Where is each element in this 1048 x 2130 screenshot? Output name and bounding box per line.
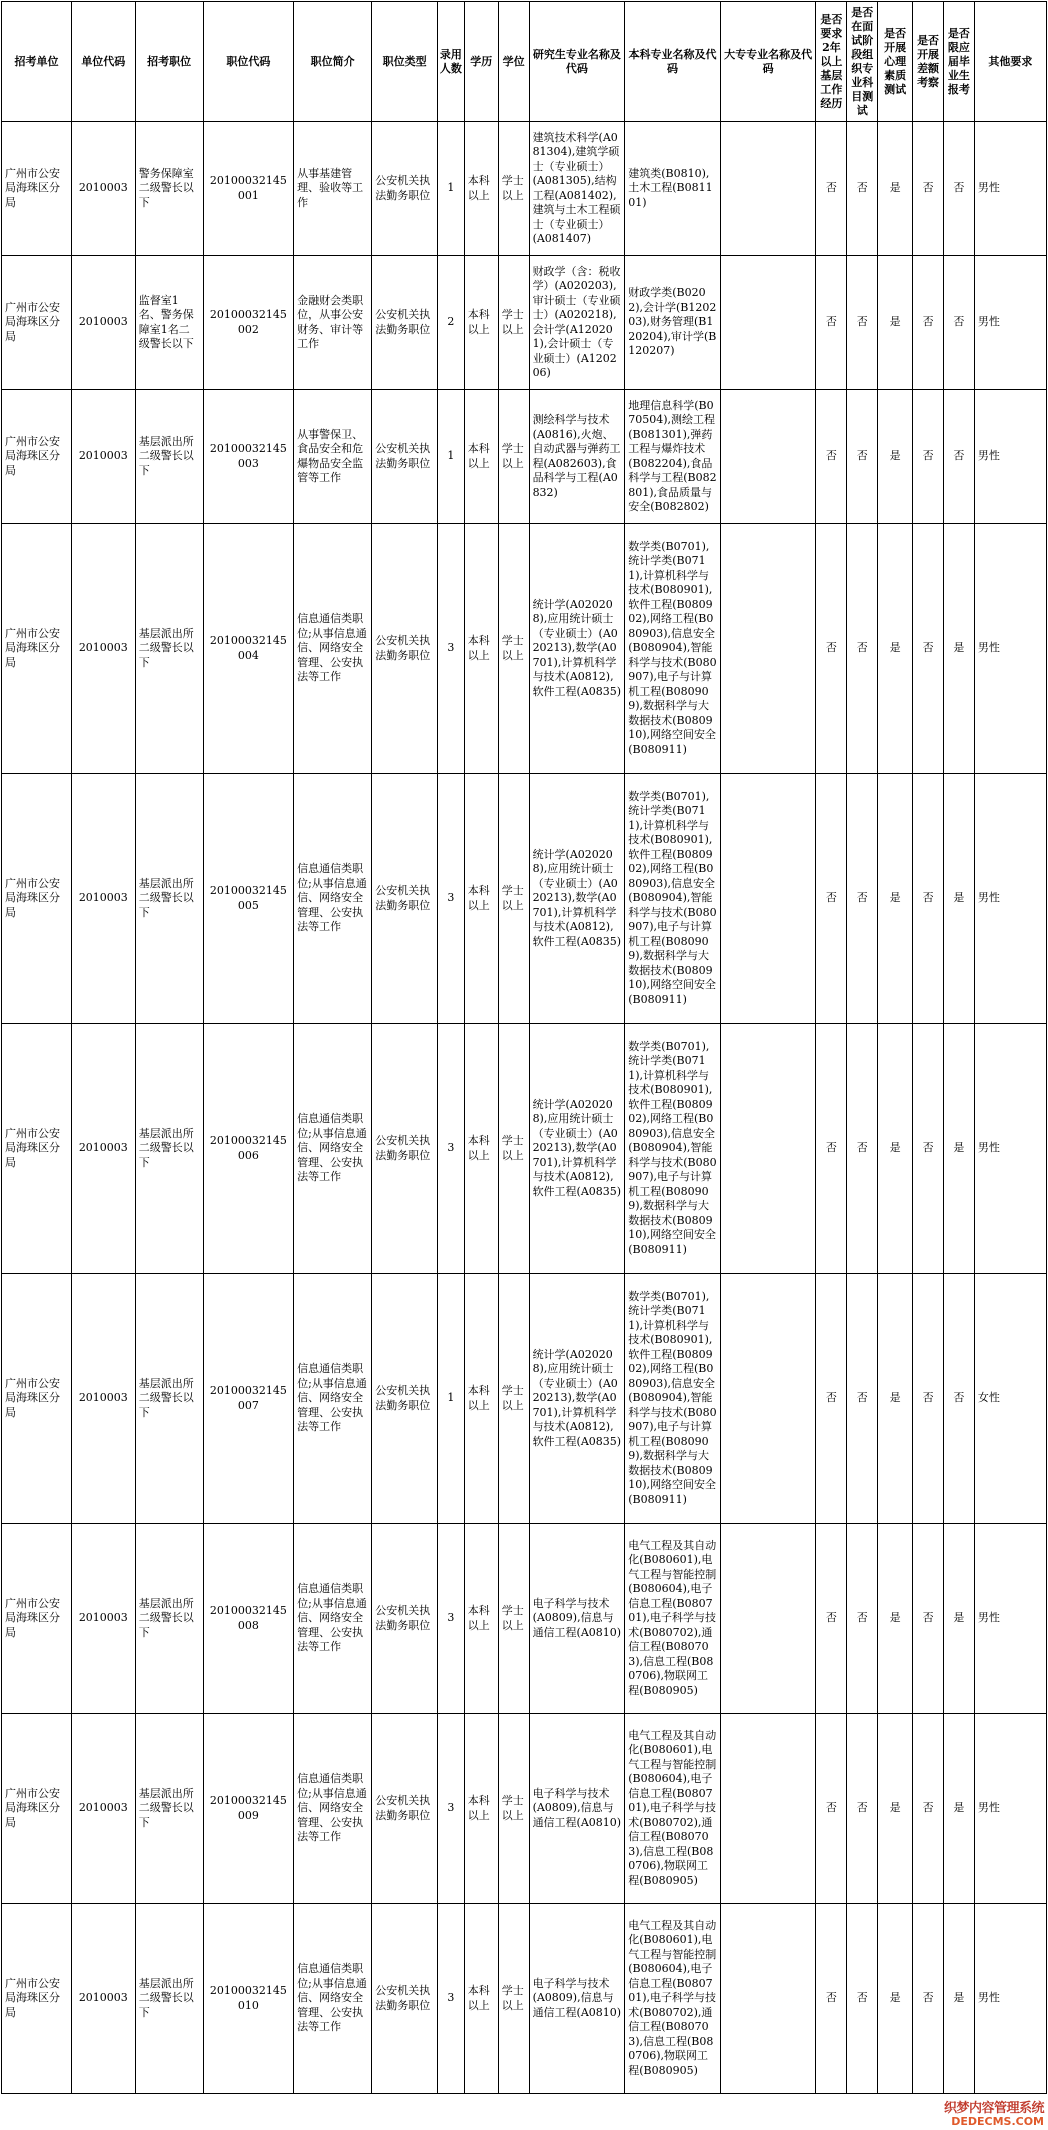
cell-other: 男性 [974, 256, 1046, 390]
cell-prof-test: 否 [847, 122, 878, 256]
cell-degree: 学士以上 [498, 1524, 529, 1714]
cell-college-major [720, 524, 816, 774]
cell-degree: 学士以上 [498, 774, 529, 1024]
cell-other: 男性 [974, 122, 1046, 256]
cell-fresh-grad: 是 [943, 1024, 974, 1274]
cell-grassroots: 否 [816, 1524, 847, 1714]
cell-type: 公安机关执法勤务职位 [372, 256, 438, 390]
cell-unit-code: 2010003 [71, 774, 135, 1024]
cell-position-code: 20100032145005 [203, 774, 294, 1024]
cell-prof-test: 否 [847, 1904, 878, 2094]
table-row [2, 122, 1047, 256]
cell-education: 本科以上 [464, 1714, 498, 1904]
cell-other: 男性 [974, 1904, 1046, 2094]
header-cell: 是否在面试阶段组织专业科目测试 [847, 2, 878, 122]
cell-college-major [720, 1274, 816, 1524]
cell-other: 男性 [974, 390, 1046, 524]
cell-unit: 广州市公安局海珠区分局 [2, 1524, 72, 1714]
cell-intro: 信息通信类职位;从事信息通信、网络安全管理、公安执法等工作 [294, 1904, 372, 2094]
cell-unit: 广州市公安局海珠区分局 [2, 256, 72, 390]
watermark-line1: 织梦内容管理系统 [943, 2101, 1044, 2116]
cell-ug-major: 数学类(B0701),统计学类(B0711),计算机科学与技术(B080901),软件工程(B080902),网络工程(B080903),信息安全(B080904),智能科学与技术(B080907),电子与计算机工程(B080909),数据科学与大数据技术(B080910),网络空间安全(B080911) [625, 524, 721, 774]
cell-intro: 信息通信类职位;从事信息通信、网络安全管理、公安执法等工作 [294, 524, 372, 774]
cell-college-major [720, 256, 816, 390]
cell-grad-major: 统计学(A020208),应用统计硕士（专业硕士）(A020213),数学(A0701),计算机科学与技术(A0812),软件工程(A0835) [529, 774, 625, 1024]
cell-college-major [720, 1524, 816, 1714]
cell-fresh-grad: 是 [943, 524, 974, 774]
header-cell: 其他要求 [974, 2, 1046, 122]
cell-other: 男性 [974, 524, 1046, 774]
cell-psych-test: 是 [878, 122, 913, 256]
cell-position-code: 20100032145007 [203, 1274, 294, 1524]
header-cell: 本科专业名称及代码 [625, 2, 721, 122]
cell-unit: 广州市公安局海珠区分局 [2, 1714, 72, 1904]
header-cell: 录用人数 [438, 2, 465, 122]
cell-position-code: 20100032145009 [203, 1714, 294, 1904]
cell-other: 男性 [974, 774, 1046, 1024]
cell-position-code: 20100032145004 [203, 524, 294, 774]
cell-college-major [720, 390, 816, 524]
cell-prof-test: 否 [847, 524, 878, 774]
cell-college-major [720, 122, 816, 256]
cell-intro: 信息通信类职位;从事信息通信、网络安全管理、公安执法等工作 [294, 1714, 372, 1904]
cell-count: 3 [438, 1524, 465, 1714]
header-cell: 是否限应届毕业生报考 [943, 2, 974, 122]
recruitment-table [1, 1, 1047, 2094]
cell-position: 基层派出所二级警长以下 [135, 774, 203, 1024]
cell-fresh-grad: 否 [943, 122, 974, 256]
cell-position-code: 20100032145002 [203, 256, 294, 390]
cell-fresh-grad: 否 [943, 390, 974, 524]
cell-unit-code: 2010003 [71, 256, 135, 390]
header-cell: 是否要求2年以上基层工作经历 [816, 2, 847, 122]
cell-fresh-grad: 是 [943, 774, 974, 1024]
cell-other: 男性 [974, 1524, 1046, 1714]
cell-count: 1 [438, 390, 465, 524]
table-body [2, 122, 1047, 2094]
cell-grassroots: 否 [816, 122, 847, 256]
cell-grassroots: 否 [816, 524, 847, 774]
cell-position-code: 20100032145008 [203, 1524, 294, 1714]
cell-degree: 学士以上 [498, 1274, 529, 1524]
cell-diff-review: 否 [913, 1904, 944, 2094]
header-cell: 单位代码 [71, 2, 135, 122]
cell-grassroots: 否 [816, 1904, 847, 2094]
cell-psych-test: 是 [878, 774, 913, 1024]
cell-count: 1 [438, 122, 465, 256]
cell-college-major [720, 774, 816, 1024]
cell-ug-major: 数学类(B0701),统计学类(B0711),计算机科学与技术(B080901),软件工程(B080902),网络工程(B080903),信息安全(B080904),智能科学与技术(B080907),电子与计算机工程(B080909),数据科学与大数据技术(B080910),网络空间安全(B080911) [625, 1274, 721, 1524]
table-row [2, 524, 1047, 774]
cell-count: 1 [438, 1274, 465, 1524]
header-cell: 大专专业名称及代码 [720, 2, 816, 122]
cell-grad-major: 统计学(A020208),应用统计硕士（专业硕士）(A020213),数学(A0701),计算机科学与技术(A0812),软件工程(A0835) [529, 1274, 625, 1524]
header-cell: 职位简介 [294, 2, 372, 122]
cell-education: 本科以上 [464, 390, 498, 524]
cell-grad-major: 电子科学与技术(A0809),信息与通信工程(A0810) [529, 1904, 625, 2094]
cell-unit-code: 2010003 [71, 390, 135, 524]
header-cell: 职位代码 [203, 2, 294, 122]
header-cell: 招考职位 [135, 2, 203, 122]
cell-prof-test: 否 [847, 1714, 878, 1904]
cell-unit: 广州市公安局海珠区分局 [2, 1904, 72, 2094]
cell-fresh-grad: 否 [943, 256, 974, 390]
cell-position-code: 20100032145001 [203, 122, 294, 256]
cell-position: 基层派出所二级警长以下 [135, 1274, 203, 1524]
header-cell: 学位 [498, 2, 529, 122]
cell-position: 基层派出所二级警长以下 [135, 524, 203, 774]
cell-other: 男性 [974, 1714, 1046, 1904]
cell-position: 监督室1名、警务保障室1名二级警长以下 [135, 256, 203, 390]
cell-ug-major: 数学类(B0701),统计学类(B0711),计算机科学与技术(B080901),软件工程(B080902),网络工程(B080903),信息安全(B080904),智能科学与技术(B080907),电子与计算机工程(B080909),数据科学与大数据技术(B080910),网络空间安全(B080911) [625, 1024, 721, 1274]
cell-type: 公安机关执法勤务职位 [372, 1524, 438, 1714]
cell-degree: 学士以上 [498, 390, 529, 524]
cell-unit: 广州市公安局海珠区分局 [2, 390, 72, 524]
cell-education: 本科以上 [464, 256, 498, 390]
cell-ug-major: 财政学类(B0202),会计学(B120203),财务管理(B120204),审计学(B120207) [625, 256, 721, 390]
table-row [2, 390, 1047, 524]
header-cell: 研究生专业名称及代码 [529, 2, 625, 122]
cell-ug-major: 电气工程及其自动化(B080601),电气工程与智能控制(B080604),电子信息工程(B080701),电子科学与技术(B080702),通信工程(B080703),信息工程(B080706),物联网工程(B080905) [625, 1714, 721, 1904]
cell-intro: 信息通信类职位;从事信息通信、网络安全管理、公安执法等工作 [294, 1274, 372, 1524]
cell-diff-review: 否 [913, 1024, 944, 1274]
header-row [2, 2, 1047, 122]
cell-degree: 学士以上 [498, 524, 529, 774]
cell-type: 公安机关执法勤务职位 [372, 774, 438, 1024]
cell-grad-major: 统计学(A020208),应用统计硕士（专业硕士）(A020213),数学(A0701),计算机科学与技术(A0812),软件工程(A0835) [529, 1024, 625, 1274]
cell-psych-test: 是 [878, 1024, 913, 1274]
table-row [2, 1524, 1047, 1714]
cell-position: 基层派出所二级警长以下 [135, 1024, 203, 1274]
cell-ug-major: 电气工程及其自动化(B080601),电气工程与智能控制(B080604),电子信息工程(B080701),电子科学与技术(B080702),通信工程(B080703),信息工程(B080706),物联网工程(B080905) [625, 1524, 721, 1714]
cell-education: 本科以上 [464, 1524, 498, 1714]
header-cell: 是否开展差额考察 [913, 2, 944, 122]
header-cell: 职位类型 [372, 2, 438, 122]
cell-ug-major: 地理信息科学(B070504),测绘工程(B081301),弹药工程与爆炸技术(B082204),食品科学与工程(B082801),食品质量与安全(B082802) [625, 390, 721, 524]
cell-diff-review: 否 [913, 524, 944, 774]
cell-prof-test: 否 [847, 774, 878, 1024]
header-cell: 学历 [464, 2, 498, 122]
cell-unit: 广州市公安局海珠区分局 [2, 1274, 72, 1524]
cell-position: 警务保障室二级警长以下 [135, 122, 203, 256]
cell-intro: 信息通信类职位;从事信息通信、网络安全管理、公安执法等工作 [294, 774, 372, 1024]
cell-education: 本科以上 [464, 1274, 498, 1524]
cell-type: 公安机关执法勤务职位 [372, 524, 438, 774]
cell-diff-review: 否 [913, 1524, 944, 1714]
cell-psych-test: 是 [878, 1714, 913, 1904]
cell-intro: 从事警保卫、食品安全和危爆物品安全监管等工作 [294, 390, 372, 524]
cell-grassroots: 否 [816, 774, 847, 1024]
cell-grassroots: 否 [816, 256, 847, 390]
cell-prof-test: 否 [847, 256, 878, 390]
cell-grad-major: 电子科学与技术(A0809),信息与通信工程(A0810) [529, 1714, 625, 1904]
table-header [2, 2, 1047, 122]
cell-position-code: 20100032145003 [203, 390, 294, 524]
cell-degree: 学士以上 [498, 1904, 529, 2094]
cell-position: 基层派出所二级警长以下 [135, 390, 203, 524]
cell-type: 公安机关执法勤务职位 [372, 390, 438, 524]
cell-other: 女性 [974, 1274, 1046, 1524]
cell-psych-test: 是 [878, 1524, 913, 1714]
cell-degree: 学士以上 [498, 1714, 529, 1904]
cell-type: 公安机关执法勤务职位 [372, 122, 438, 256]
table-row [2, 1274, 1047, 1524]
cell-grassroots: 否 [816, 1714, 847, 1904]
cell-fresh-grad: 是 [943, 1524, 974, 1714]
cell-count: 3 [438, 524, 465, 774]
cell-count: 3 [438, 1714, 465, 1904]
cell-degree: 学士以上 [498, 256, 529, 390]
cell-fresh-grad: 否 [943, 1274, 974, 1524]
cell-intro: 从事基建管理、验收等工作 [294, 122, 372, 256]
cell-grad-major: 电子科学与技术(A0809),信息与通信工程(A0810) [529, 1524, 625, 1714]
cell-unit-code: 2010003 [71, 1524, 135, 1714]
cell-education: 本科以上 [464, 524, 498, 774]
cell-type: 公安机关执法勤务职位 [372, 1274, 438, 1524]
cell-prof-test: 否 [847, 1274, 878, 1524]
watermark-logo [936, 2102, 1044, 2128]
cell-position: 基层派出所二级警长以下 [135, 1524, 203, 1714]
cell-grassroots: 否 [816, 1274, 847, 1524]
cell-ug-major: 建筑类(B0810),土木工程(B081101) [625, 122, 721, 256]
cell-grad-major: 财政学（含：税收学）(A020203),审计硕士（专业硕士）(A020218),会计学(A120201),会计硕士（专业硕士）(A120206) [529, 256, 625, 390]
cell-diff-review: 否 [913, 122, 944, 256]
cell-diff-review: 否 [913, 1714, 944, 1904]
watermark-line2: DEDECMS.COM [951, 2115, 1044, 2128]
cell-college-major [720, 1024, 816, 1274]
cell-unit: 广州市公安局海珠区分局 [2, 774, 72, 1024]
cell-diff-review: 否 [913, 390, 944, 524]
cell-count: 2 [438, 256, 465, 390]
cell-position-code: 20100032145010 [203, 1904, 294, 2094]
cell-position: 基层派出所二级警长以下 [135, 1904, 203, 2094]
table-row [2, 1904, 1047, 2094]
cell-unit-code: 2010003 [71, 1274, 135, 1524]
cell-psych-test: 是 [878, 1904, 913, 2094]
cell-grassroots: 否 [816, 390, 847, 524]
cell-unit: 广州市公安局海珠区分局 [2, 524, 72, 774]
cell-education: 本科以上 [464, 122, 498, 256]
cell-fresh-grad: 是 [943, 1904, 974, 2094]
cell-prof-test: 否 [847, 1024, 878, 1274]
cell-fresh-grad: 是 [943, 1714, 974, 1904]
cell-type: 公安机关执法勤务职位 [372, 1024, 438, 1274]
cell-count: 3 [438, 774, 465, 1024]
cell-unit-code: 2010003 [71, 122, 135, 256]
cell-education: 本科以上 [464, 1024, 498, 1274]
cell-unit-code: 2010003 [71, 1904, 135, 2094]
table-row [2, 1024, 1047, 1274]
header-cell: 招考单位 [2, 2, 72, 122]
cell-college-major [720, 1904, 816, 2094]
cell-position-code: 20100032145006 [203, 1024, 294, 1274]
cell-unit: 广州市公安局海珠区分局 [2, 1024, 72, 1274]
cell-college-major [720, 1714, 816, 1904]
cell-grad-major: 统计学(A020208),应用统计硕士（专业硕士）(A020213),数学(A0701),计算机科学与技术(A0812),软件工程(A0835) [529, 524, 625, 774]
cell-type: 公安机关执法勤务职位 [372, 1714, 438, 1904]
cell-grassroots: 否 [816, 1024, 847, 1274]
cell-psych-test: 是 [878, 256, 913, 390]
cell-education: 本科以上 [464, 774, 498, 1024]
cell-unit-code: 2010003 [71, 524, 135, 774]
cell-ug-major: 数学类(B0701),统计学类(B0711),计算机科学与技术(B080901),软件工程(B080902),网络工程(B080903),信息安全(B080904),智能科学与技术(B080907),电子与计算机工程(B080909),数据科学与大数据技术(B080910),网络空间安全(B080911) [625, 774, 721, 1024]
cell-degree: 学士以上 [498, 1024, 529, 1274]
cell-psych-test: 是 [878, 390, 913, 524]
cell-diff-review: 否 [913, 1274, 944, 1524]
cell-unit-code: 2010003 [71, 1024, 135, 1274]
table-row [2, 1714, 1047, 1904]
cell-unit: 广州市公安局海珠区分局 [2, 122, 72, 256]
cell-count: 3 [438, 1024, 465, 1274]
cell-intro: 金融财会类职位，从事公安财务、审计等工作 [294, 256, 372, 390]
cell-degree: 学士以上 [498, 122, 529, 256]
table-row [2, 774, 1047, 1024]
cell-education: 本科以上 [464, 1904, 498, 2094]
cell-grad-major: 建筑技术科学(A081304),建筑学硕士（专业硕士）(A081305),结构工程(A081402),建筑与土木工程硕士（专业硕士）(A081407) [529, 122, 625, 256]
cell-other: 男性 [974, 1024, 1046, 1274]
cell-count: 3 [438, 1904, 465, 2094]
cell-type: 公安机关执法勤务职位 [372, 1904, 438, 2094]
table-row [2, 256, 1047, 390]
cell-position: 基层派出所二级警长以下 [135, 1714, 203, 1904]
cell-psych-test: 是 [878, 1274, 913, 1524]
cell-intro: 信息通信类职位;从事信息通信、网络安全管理、公安执法等工作 [294, 1524, 372, 1714]
header-cell: 是否开展心理素质测试 [878, 2, 913, 122]
cell-unit-code: 2010003 [71, 1714, 135, 1904]
cell-intro: 信息通信类职位;从事信息通信、网络安全管理、公安执法等工作 [294, 1024, 372, 1274]
cell-diff-review: 否 [913, 774, 944, 1024]
cell-ug-major: 电气工程及其自动化(B080601),电气工程与智能控制(B080604),电子信息工程(B080701),电子科学与技术(B080702),通信工程(B080703),信息工程(B080706),物联网工程(B080905) [625, 1904, 721, 2094]
cell-prof-test: 否 [847, 390, 878, 524]
cell-prof-test: 否 [847, 1524, 878, 1714]
cell-grad-major: 测绘科学与技术(A0816),火炮、自动武器与弹药工程(A082603),食品科学与工程(A0832) [529, 390, 625, 524]
cell-psych-test: 是 [878, 524, 913, 774]
cell-diff-review: 否 [913, 256, 944, 390]
